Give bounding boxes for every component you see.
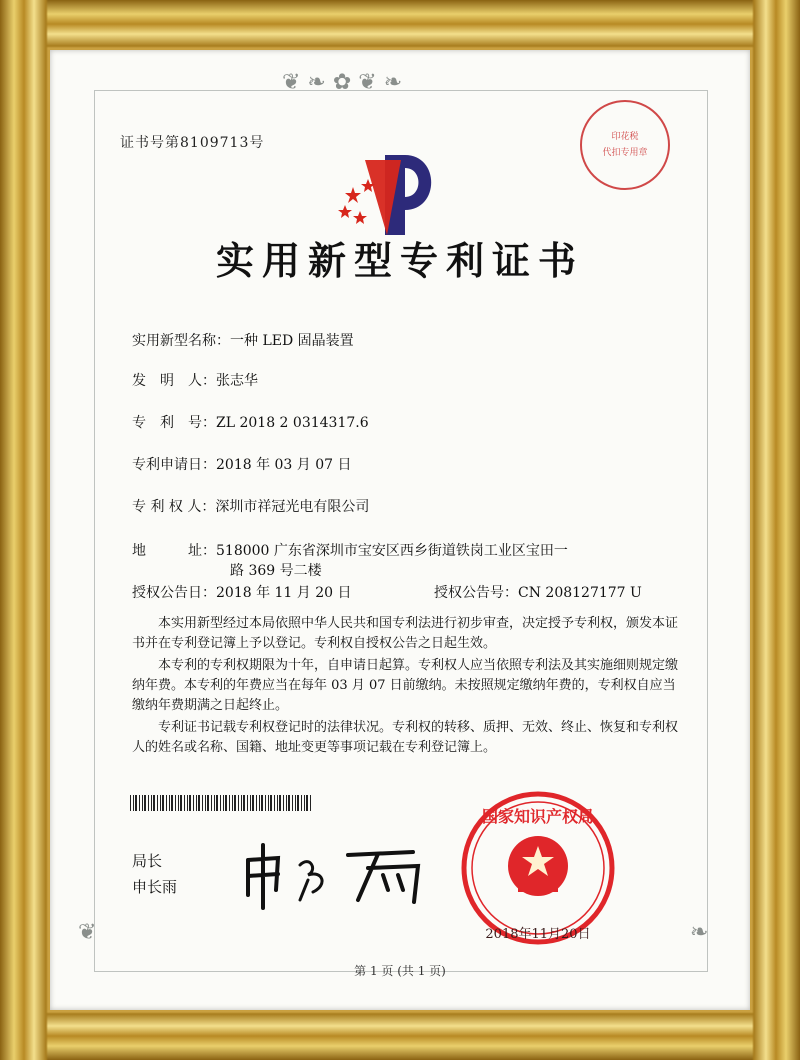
paragraph-3: 专利证书记载专利权登记时的法律状况。专利权的转移、质押、无效、终止、恢复和专利权人的姓名或名称、国籍、地址变更等事项记载在专利登记簿上。 [132,720,679,755]
paragraph-2: 本专利的专利权期限为十年，自申请日起算。专利权人应当依照专利法及其实施细则规定缴纳年费。本专利的年费应当在每年 03 月 07 日前缴纳。未按照规定缴纳年费的，专利权自应当缴纳年费期满之日起终止。 [132,658,679,713]
tax-stamp-icon [575,95,675,195]
director-name: 申长雨 [132,878,178,896]
grant-date: 授权公告日：2018 年 11 月 20 日 [132,585,352,601]
page-footer: 第 1 页 (共 1 页) [354,964,446,978]
director-signature [238,840,428,910]
stamp-line-2: 代扣专用章 [602,148,648,158]
field-patentee: 专 利 权 人：深圳市祥冠光电有限公司 [132,499,370,515]
barcode [130,795,312,811]
official-seal-icon [458,788,618,948]
seal-text: 国家知识产权局 [481,807,595,826]
paragraph-1: 本实用新型经过本局依照中华人民共和国专利法进行初步审查，决定授予专利权，颁发本证书并在专利登记簿上予以登记。专利权自授权公告之日起生效。 [132,616,679,651]
field-address-line2: 路 369 号二楼 [230,563,322,579]
bottom-right-ornament-icon: ❧ [690,920,709,945]
field-patent-number: 专 利 号：ZL 2018 2 0314317.6 [132,415,369,431]
field-application-date: 专利申请日：2018 年 03 月 07 日 [132,457,352,473]
certificate-title: 实用新型专利证书 [215,238,584,283]
bottom-left-ornament-icon: ❦ [78,920,97,945]
field-name: 实用新型名称：一种 LED 固晶装置 [132,333,354,349]
field-address: 地 址：518000 广东省深圳市宝安区西乡街道铁岗工业区宝田一 [132,543,568,559]
patent-office-logo-icon [335,135,445,245]
stamp-line-1: 印花税 [611,132,639,142]
certificate-paper [50,50,750,1010]
top-ornament-icon: ❦ ❧ ✿ ❦ ❧ [282,70,403,95]
director-title: 局长 [132,852,163,870]
field-inventor: 发 明 人：张志华 [132,373,258,389]
seal-date: 2018年11月20日 [485,927,591,942]
grant-number: 授权公告号：CN 208127177 U [434,585,642,601]
certificate-number: 证书号第8109713号 [120,135,265,151]
